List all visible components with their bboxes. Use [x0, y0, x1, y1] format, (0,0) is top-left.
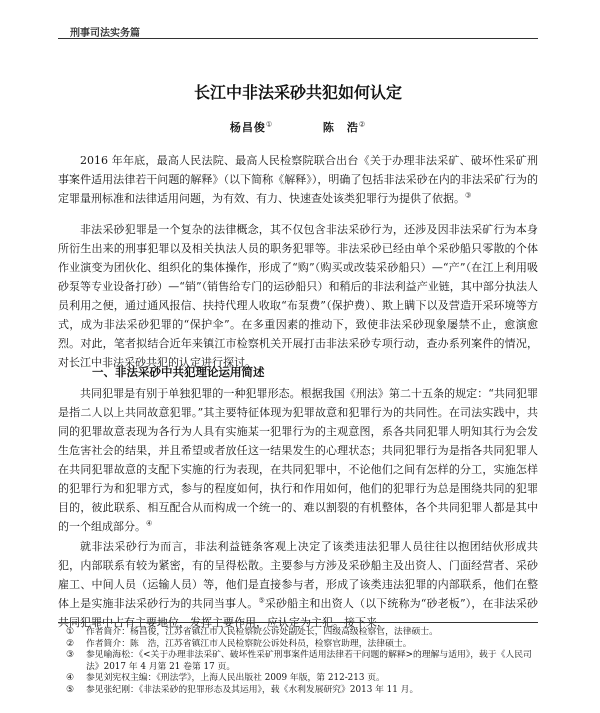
paragraph: [58, 220, 538, 372]
footnotes: [58, 627, 538, 696]
paragraph-text: 采砂船主和出资人（以下统称为“砂老板”），在非法采砂共同犯罪中占有主要地位，发挥主要作用，应认定为主犯。接下来，: [58, 597, 539, 629]
paragraph-text: 就非法采砂行为而言，非法利益链条客观上决定了该类违法犯罪人员往往以抱团结伙形成共犯，内部联系有较为紧密，有的呈得松散。主要参与方涉及采砂船主及出资人、门面经营者、采砂雇工、中间人员（运输人员）等，他们是直接参与者，形成了该类违法犯罪的内部联系，他们在整体上是实施非法采砂行为的共同当事人。: [58, 540, 538, 610]
author-line: [58, 119, 538, 135]
author-name: 陈 浩: [322, 121, 359, 134]
running-head: 刑事司法实务篇: [70, 28, 140, 39]
footnote-mark: ①: [66, 627, 74, 637]
footnote-mark: ③: [465, 191, 472, 200]
footnote-text: 作者简介：杨昌俊，江苏省镇江市人民检察院公诉处副处长，四级高级检察官，法律硕士。: [86, 627, 438, 637]
footnote-text: 参见喻海松：《<关于办理非法采矿、破坏性采矿刑事案件适用法律若干问题的解释>的理解与适用》，载于《人民司法》2017 年 4 月第 21 卷第 17 页。: [86, 650, 532, 672]
footnote-mark: ⑤: [258, 596, 265, 605]
footnote-text: 作者简介：陈 浩，江苏省镇江市人民检察院公诉处科员，检察官助理，法律硕士。: [86, 638, 412, 649]
paragraph-text: 共同犯罪是有别于单独犯罪的一种犯罪形态。根据我国《刑法》第二十五条的规定：“共同犯罪是指二人以上共同故意犯罪。”其主要特征体现为犯罪故意和犯罪行为的共同性。在司法实践中，共同的犯罪故意表现为各行为人具有实施某一犯罪行为的主观意图，系各共同犯罪人明知其行为会发生危害社会的结果，并且希望或者放任这一结果发生的心理状态；共同犯罪行为是指各共同犯罪人在共同犯罪故意的支配下实施的行为表现，在共同犯罪中，不论他们之间有怎样的分工，实施怎样的犯罪行为和犯罪方式，参与的程度如何，执行和作用如何，他们的犯罪行为总是围绕共同的犯罪目的，彼此联系、相互配合从而构成一个统一的、难以割裂的有机整体，各个共同犯罪人都是其中的一个组成部分。: [58, 387, 538, 533]
header-rule: [58, 38, 538, 39]
footnote-text: 参见刘宪权主编：《刑法学》，上海人民出版社 2009 年版，第 212-213 页。: [86, 673, 385, 683]
paragraph-text: 非法采砂犯罪是一个复杂的法律概念，其不仅包含非法采砂行为，还涉及因非法采矿行为本身所衍生出来的刑事犯罪以及相关执法人员的职务犯罪等。非法采砂已经由单个采砂船只零散的个体作业演变为团伙化、组织化的集体操作，形成了“购”（购买或改装采砂船只）—“产”（在江上利用吸砂泵等专业设备打砂）—“销”（销售给专门的运砂船只）和稍后的非法利益产业链，其中部分执法人员利用之便，通过通风报信、扶持代理人收取“布泵费”（保护费）、欺上瞒下以及营造开采环境等方式，成为非法采砂犯罪的“保护伞”。在多重因素的推动下，致使非法采砂现象屡禁不止，愈演愈烈。对此，笔者拟结合近年来镇江市检察机关开展打击非法采砂专项行动，查办系列案件的情况，对长江中非法采砂共犯的认定进行探讨。: [58, 223, 538, 369]
footnote: [58, 627, 538, 639]
footnote-mark: ②: [66, 638, 74, 649]
paragraph: [58, 151, 538, 208]
footnote-mark: ①: [265, 120, 274, 129]
footnote-mark: ④: [146, 519, 153, 528]
footnote-mark: ④: [66, 673, 74, 683]
footnote-mark: ②: [358, 120, 367, 129]
footnote: [58, 639, 538, 651]
article-title: 长江中非法采砂共犯如何认定: [193, 83, 402, 102]
paragraph: [58, 537, 538, 632]
footnote: [58, 685, 538, 697]
footnote: [58, 650, 538, 673]
paragraph-text: 2016 年年底，最高人民法院、最高人民检察院联合出台《关于办理非法采矿、破坏性采矿刑事案件适用法律若干问题的解释》（以下简称《解释》），明确了包括非法采砂在内的非法采矿行为的定罪量刑标准和法律适用问题，为有效、有力、快速查处该类犯罪行为提供了依据。: [58, 154, 538, 205]
footnote-rule: [58, 622, 538, 623]
footnote: [58, 673, 538, 685]
footnote-text: 参见张纪刚：《非法采砂的犯罪形态及其运用》，载《水利发展研究》2013 年 11 月。: [86, 684, 419, 695]
section-heading: 一、非法采砂中共犯理论运用简述: [92, 365, 265, 379]
paragraph: [58, 384, 538, 536]
footnote-mark: ③: [66, 650, 74, 660]
footnote-mark: ⑤: [66, 684, 74, 695]
author-name: 杨昌俊: [229, 121, 266, 134]
